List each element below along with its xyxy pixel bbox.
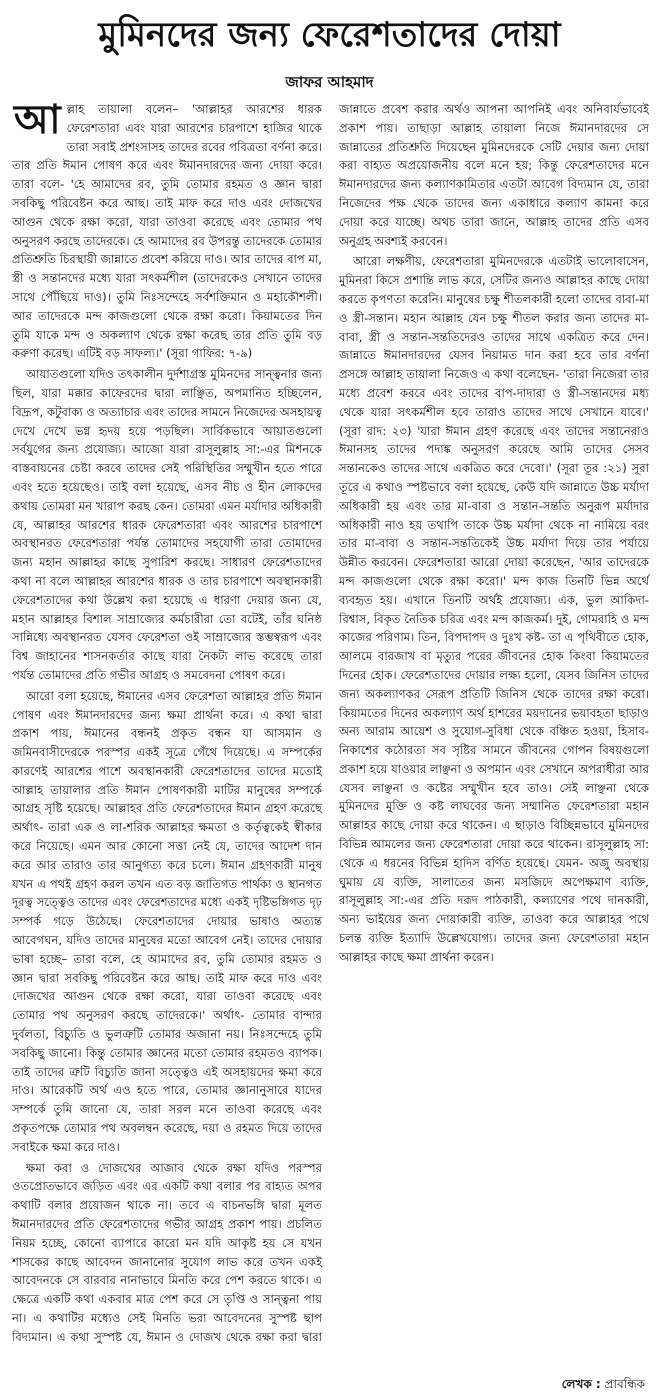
drop-cap: আ (14, 96, 61, 143)
paragraph-text: ল্লাহ তায়ালা বলেন– 'আল্লাহর আরশের ধারক ফেরেশতারা এবং যারা আরশের চারপাশে হাজির থাকে তারা সবাই প্রশংসাসহ তাদের রবের পবিত্রতা বর্ণনা করে। তার প্রতি ঈমান পোষণ করে এবং ঈমানদারদের জন্য দোয়া করে। তারা বলে- 'হে আমাদের রব, তুমি তোমার রহমত ও জ্ঞান দ্বারা সবকিছু পরিবেষ্টন করে আছ। তাই মাফ করে দাও এবং দোজখের আগুন থেকে রক্ষা করো, যারা তাওবা করেছে এবং তোমার পথ অনুসরণ করছে তাদেরকে। হে আমাদের রব উপরন্তু তাদেরকে তোমার প্রতিশ্রুতি চিরস্থায়ী জান্নাতে প্রবেশ করিয়ে দাও। আর তাদের বাপ মা, স্ত্রী ও সন্তানদের মধ্যে যারা সৎকর্মশীল (তাদেরকেও সেখানে তাদের সাথে পৌঁছিয়ে দাও)। তুমি নিঃসন্দেহে সর্বশক্তিমান ও মহাকৌশলী। আর তাদেরকে মন্দ কাজগুলো থেকে রক্ষা করো। কিয়ামতের দিন তুমি যাকে মন্দ ও অকল্যাণ থেকে রক্ষা করেছ তার প্রতি তুমি বড় করুণা করেছ। এটিই বড় সাফল্য।' (সূরা গাফির: ৭-৯) (12, 102, 323, 361)
author-note (562, 1374, 645, 1394)
paragraph: আরো লক্ষণীয়, ফেরেশতারা মুমিনদেরকে এতটাই ভালোবাসেন, মুমিনরা কিসে প্রশান্তি লাভ করে, সেটির জন্যও আল্লাহর কাছে দোয়া করতে কৃপণতা করেনি। মানুষের চক্ষু শীতলকারী হলো তাদের বাবা-মা ও স্ত্রী-সন্তান। মহান আল্লাহ যেন চক্ষু শীতল করার জন্য তাদের মা-বাবা, স্ত্রী ও সন্তান-সন্ততিদেরও তাদের সাথে একত্রিত করে দেন। জান্নাতে ঈমানদারদের যেসব নিয়ামত দান করা হবে তার বর্ণনা প্রসঙ্গে আল্লাহ তায়ালা নিজেও এ কথা বলেছেন- 'তারা নিজেরা তার মধ্যে প্রবেশ করবে এবং তাদের বাপ-দাদারা ও স্ত্রী-সন্তানদের মধ্য থেকে যারা সৎকর্মশীল হবে তারাও তাদের সাথে সেখানে যাবে।' (সূরা রাদ: ২৩) 'যারা ঈমান গ্রহণ করেছে এবং তাদের সন্তানেরাও ঈমানসহ তাদের পদাঙ্ক অনুসরণ করেছে আমি তাদের সেসব সন্তানকেও তাদের সাথে একত্রিত করে দেবো।' (সূরা তূর :২১) সূরা তূরে এ কথাও স্পষ্টভাবে বলা হয়েছে, কেউ যদি জান্নাতে উচ্চ মর্যাদা অধিকারী হয় এবং তার মা-বাবা ও সন্তান-সন্ততি অনুরূপ মর্যাদার অধিকারী নাও হয় তথাপি তাকে উচ্চ মর্যাদা থেকে না নামিয়ে বরং তার মা-বাবা ও সন্তান-সন্ততিকেই উচ্চ মর্যাদা দিয়ে তার পর্যায়ে উন্নীত করবেন। ফেরেশতারা আরো দোয়া করেছেন, 'আর তাদেরকে মন্দ কাজগুলো থেকে রক্ষা করো।' মন্দ কাজ তিনটি ভিন্ন অর্থে ব্যবহৃত হয়। এখানে তিনটি অর্থই প্রযোজ্য। এক, ভুল আকিদা-বিশ্বাস, বিকৃত নৈতিক চরিত্র এবং মন্দ কাজকর্ম। দুই, গোমরাহি ও মন্দ কাজের পরিণাম। তিন, বিপদাপদ ও দুঃখ কষ্ট- তা এ পৃথিবীতে হোক, আলমে বারজাখ বা মৃত্যুর পরের জীবনের হোক কিংবা কিয়ামতের দিনের হোক। ফেরেশতাদের দোয়ার লক্ষ্য হলো, যেসব জিনিস তাদের জন্য অকল্যাণকর সেরূপ প্রতিটি জিনিস থেকে তাদের রক্ষা করো। কিয়ামতের দিনের অকল্যাণ অর্থ হাশরের ময়দানের ভয়াবহতা ছাড়াও অন্য আরাম আয়েশ ও সুযোগ-সুবিধা থেকে বঞ্চিত হওয়া, হিসাব-নিকাশের কঠোরতা সব সৃষ্টির সামনে জীবনের গোপন বিষয়গুলো প্রকাশ হয়ে যাওয়ার লাঞ্ছনা ও অপমান এবং সেখানে অপরাধীরা আর যেসব লাঞ্ছনা ও কষ্টের সম্মুখীন হবে তাও। সেই লাঞ্ছনা থেকে মুমিনদের মুক্তি ও কষ্ট লাঘবের জন্য সম্মানিত ফেরেশতারা মহান আল্লাহর কাছে দোয়া করে থাকেন। এ ছাড়াও বিচ্ছিন্নভাবে মুমিনদের বিভিন্ন আমলের জন্য ফেরেশতারা দোয়া করে থাকেন। রাসূলুল্লাহ সা: থেকে এ ধরনের বিভিন্ন হাদিস বর্ণিত হয়েছে। যেমন- অজু অবস্থায় ঘুমায় যে ব্যক্তি, সালাতের জন্য মসজিদে অপেক্ষমাণ ব্যক্তি, রাসূলুল্লাহ সা:-এর প্রতি দরূদ পাঠকারী, কল্যাণের পথে দানকারী, অন্য ভাইয়ের জন্য দোয়াকারী ব্যক্তি, তাওবা করে আল্লাহর পথে চলন্ত ব্যক্তি ইত্যাদি উল্লেখযোগ্য। তাদের জন্য ফেরেশতারা মহান আল্লাহর কাছে ক্ষমা প্রার্থনা করেন। (339, 254, 649, 964)
article-body (12, 96, 649, 1362)
author-note-label: লেখক : (561, 1377, 601, 1391)
paragraph: আয়াতগুলো যদিও তৎকালীন দুর্দশাগ্রস্ত মুমিনদের সান্ত্বনার জন্য ছিল, যারা মক্কার কাফেরদের দ্বারা লাঞ্ছিত, অপমানিত হচ্ছিলেন, বিদ্রূপ, কটুবাক্য ও অত্যাচার এবং তাদের সামনে নিজেদের অসহায়ত্ব দেখে দেখে ভগ্ন হৃদয় হয়ে পড়ছিল। সার্বিকভাবে আয়াতগুলো সর্বযুগের জন্য প্রযোজ্য। আজো যারা রাসূলুল্লাহ সা:-এর মিশনকে বাস্তবায়নের চেষ্টা করবে তাদের সেই পরিস্থিতির সম্মুখীন হতে পারে এবং হতে হয়েছেও। তাই বলা হয়েছে, এসব নীচ ও হীন লোকদের কথায় তোমরা মন খারাপ করছ কেন। তোমরা এমন মর্যাদার অধিকারী যে, আল্লাহর আরশের ধারক ফেরেশতারা এবং আরশের চারপাশে অবস্থানরত ফেরেশতারা পর্যন্ত তোমাদের সহযোগী তারা তোমাদের জন্য মহান আল্লাহর কাছে সুপারিশ করছে। সাধারণ ফেরেশতাদের কথা না বলে আল্লাহর আরশের ধারক ও তার চারপাশে অবস্থানকারী ফেরেশতাদের কথা উল্লেখ করা হয়েছে এ ধারণা দেয়ার জন্য যে, মহান আল্লাহর বিশাল সাম্রাজ্যের কর্মচারীরা তো বটেই, তাঁর ঘনিষ্ঠ সান্নিধ্যে অবস্থানরত যেসব ফেরেশতা ওই সাম্রাজ্যের স্তম্ভস্বরূপ এবং বিশ্ব জাহানের শাসনকর্তার কাছে যারা নৈকট্য লাভ করেছে তারা পর্যন্ত তোমাদের প্রতি গভীর আগ্রহ ও সমবেদনা পোষণ করে। (12, 367, 322, 682)
paragraph: আরো বলা হয়েছে, ঈমানের এসব ফেরেশতা আল্লাহর প্রতি ঈমান পোষণ এবং ঈমানদারদের জন্য ক্ষমা প্রার্থনা করে। এ কথা দ্বারা প্রকাশ পায়, ঈমানের বন্ধনই প্রকৃত বন্ধন যা আসমান ও জমিনবাসীদেরকে পরস্পর একই সূত্রে গেঁথে দিয়েছে। এ সম্পর্কের কারণেই আরশের পাশে অবস্থানকারী ফেরেশতাদের তাদের মতোই আল্লাহ তায়ালার প্রতি ঈমান পোষণকারী মাটির মানুষের সম্পর্কে আগ্রহ সৃষ্টি হয়েছে। আল্লাহর প্রতি ফেরেশতাদের ঈমান গ্রহণ করেছে অর্থাৎ- তারা এক ও লা-শরিক আল্লাহর ক্ষমতা ও কর্তৃত্বকেই স্বীকার করে নিয়েছে। এমন আর কোনো সত্তা নেই যে, তাদের আদেশ দান করে আর তারাও তার আনুগত্য করে চলে। ঈমান গ্রহণকারী মানুষ যখন এ পথই গ্রহণ করল তখন এত বড় জাতিগত পার্থক্য ও স্থানগত দূরত্ব সত্ত্বেও তাদের এবং ফেরেশতাদের মধ্যে একই দৃষ্টিভঙ্গিগত দৃঢ় সম্পর্ক গড়ে উঠেছে। ফেরেশতাদের দোয়ার ভাষাও অত্যন্ত আবেগঘন, যদিও তাদের মানুষের মতো আবেগ নেই। তাদের দোয়ার ভাষা হচ্ছে– তারা বলে, হে আমাদের রব, তুমি তোমার রহমত ও জ্ঞান দ্বারা সবকিছু পরিবেষ্টন করে আছ। তাই মাফ করে দাও এবং দোজখের আগুন থেকে রক্ষা করো, যারা তাওবা করেছে এবং তোমার পথ অনুসরণ করছে তাদেরকে।' অর্থাৎ- তোমার বান্দার দুর্বলতা, বিচ্যুতি ও ভুলত্রুটি তোমার অজানা নয়। নিঃসন্দেহে তুমি সবকিছু জানো। কিন্তু তোমার জ্ঞানের মতো তোমার রহমতও ব্যাপক। তাই তাদের ত্রুটি বিচ্যুতি জানা সত্ত্বেও এই অসহায়দের ক্ষমা করে দাও। আরেকটি অর্থ এও হতে পারে, তোমার জ্ঞানানুসারে যাদের সম্পর্কে তুমি জানো যে, তারা সরল মনে তাওবা করেছে এবং প্রকৃতপক্ষে তোমার পথ অবলম্বন করেছে, দয়া ও রহমত দিয়ে তাদের সবাইকে ক্ষমা করে দাও। (12, 688, 322, 1154)
paragraph: ক্ষমা করা ও দোজখের আজাব থেকে রক্ষা যদিও পরস্পর ওতপ্রোতভাবে জড়িত এবং এর একটি কথা বলার পর বাহ্যত অপর কথাটি বলার প্রয়োজন থাকে না। তবে এ বাচনভঙ্গি দ্বারা মূলত ঈমানদারদের প্রতি ফেরেশতাদের গভীর আগ্রহ প্রকাশ পায়। প্রচলিত নিয়ম হচ্ছে, কোনো ব্যাপারে কারো মন যদি আকৃষ্ট হয় সে যখন শাসকের কাছে আবেদন জানানোর সুযোগ লাভ করে তখন একই আবেদনকে সে বারবার নানাভাবে মিনতি করে পেশ করতে থাকে। এ ক্ষেত্রে একটি কথা একবার মাত্র পেশ করে সে তৃপ্তি ও সান্ত্বনা পায় না। এ কথাটির মধ্যেও সেই মিনতি ভরা আবেদনের সুস্পষ্ট ছাপ বিদ্যমান। এ কথা সুস্পষ্ট যে, ঈমান ও দোজখ থেকে রক্ষা করা দ্বারা জান্নাতে প্রবেশ করার অর্থও আপনা আপনিই এবং অনিবার্যভাবেই প্রকাশ পায়। তাছাড়া আল্লাহ তায়ালা নিজে ঈমানদারদের সে জান্নাতের প্রতিশ্রুতি দিয়েছেন মুমিনদেরকে সেটি দেয়ার জন্য দোয়া করা বাহ্যত অপ্রয়োজনীয় বলে মনে হয়; কিন্তু ফেরেশতাদের মনে ঈমানদারদের জন্য কল্যাণকামিতার এতটা আবেগ বিদ্যমান যে, তারা নিজেদের পক্ষ থেকে তাদের জন্য একাধারে কল্যাণ কামনা করে দোয়া করে যাচ্ছে। অথচ তারা জানে, আল্লাহ তাদের প্রতি এসব অনুগ্রহ অবশ্যই করবেন। (12, 102, 649, 1344)
paragraph (12, 96, 323, 363)
author-note-value: প্রাবন্ধিক (604, 1377, 645, 1391)
headline: মুমিনদের জন্য ফেরেশতাদের দোয়া (98, 15, 561, 55)
byline: জাফর আহমাদ (285, 73, 374, 91)
